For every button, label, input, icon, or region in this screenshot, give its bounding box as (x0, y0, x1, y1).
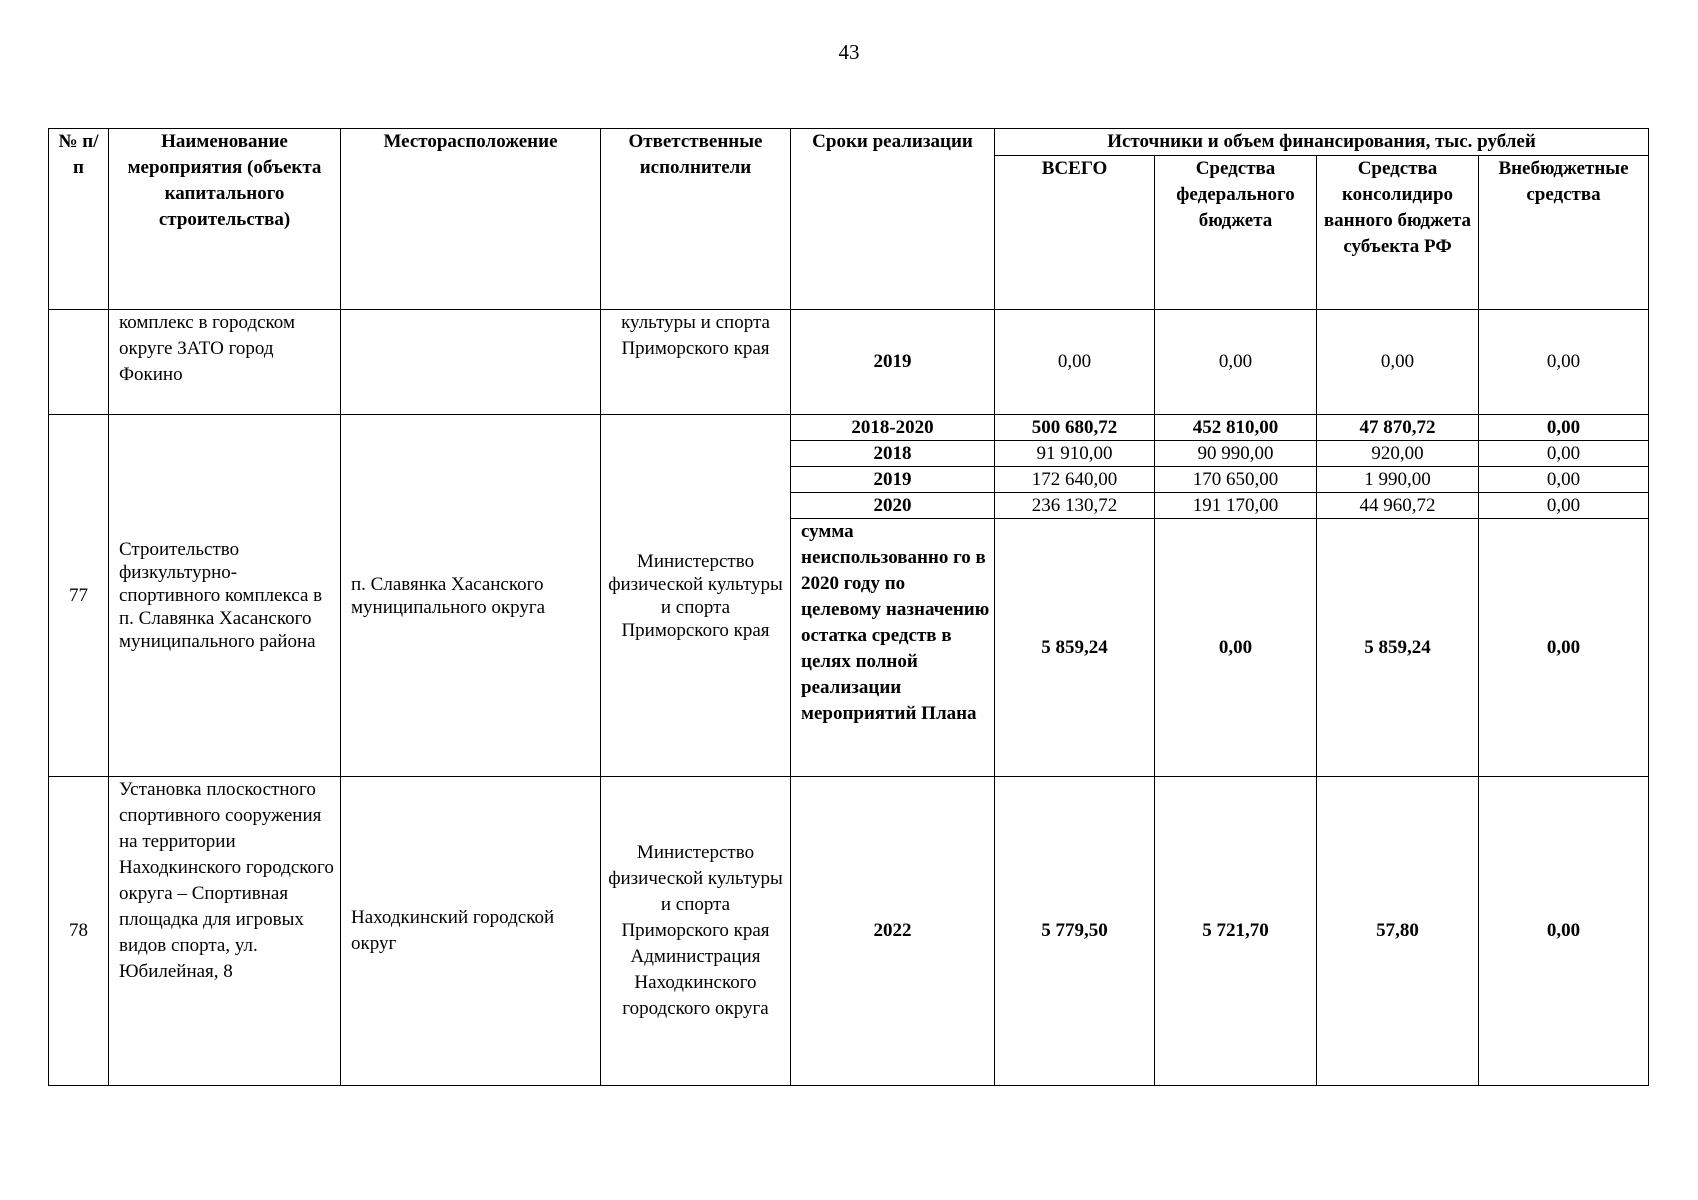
cell-period: 2018 (791, 441, 995, 467)
cell-federal: 191 170,00 (1155, 493, 1317, 519)
header-period: Сроки реализации (791, 129, 995, 310)
cell-offbudget: 0,00 (1479, 519, 1649, 777)
cell-regional: 47 870,72 (1317, 415, 1479, 441)
cell-total: 5 779,50 (995, 777, 1155, 1086)
funding-table (48, 128, 1649, 1086)
cell-regional: 920,00 (1317, 441, 1479, 467)
cell-num: 78 (49, 777, 109, 1086)
cell-period: 2022 (791, 777, 995, 1086)
cell-name: Установка плоскостного спортивного сооружения на территории Находкинского городского округа – Спортивная площадка для игровых видов спорта, ул. Юбилейная, 8 (109, 777, 341, 1086)
header-responsible: Ответственные исполнители (601, 129, 791, 310)
header-total: ВСЕГО (995, 156, 1155, 310)
cell-offbudget: 0,00 (1479, 441, 1649, 467)
cell-federal: 0,00 (1155, 310, 1317, 415)
cell-total: 172 640,00 (995, 467, 1155, 493)
header-regional: Средства консолидиро ванного бюджета субъекта РФ (1317, 156, 1479, 310)
cell-total: 236 130,72 (995, 493, 1155, 519)
cell-period-note: сумма неиспользованно го в 2020 году по целевому назначению остатка средств в целях полной реализации мероприятий Плана (791, 519, 995, 777)
cell-offbudget: 0,00 (1479, 777, 1649, 1086)
cell-total: 5 859,24 (995, 519, 1155, 777)
table-row (49, 415, 1649, 441)
cell-regional: 44 960,72 (1317, 493, 1479, 519)
page-number: 43 (838, 40, 860, 64)
cell-federal: 452 810,00 (1155, 415, 1317, 441)
cell-offbudget: 0,00 (1479, 467, 1649, 493)
cell-regional: 57,80 (1317, 777, 1479, 1086)
header-federal: Средства федерального бюджета (1155, 156, 1317, 310)
cell-regional: 1 990,00 (1317, 467, 1479, 493)
cell-location: Находкинский городской округ (341, 777, 601, 1086)
cell-total: 500 680,72 (995, 415, 1155, 441)
cell-regional: 0,00 (1317, 310, 1479, 415)
header-location: Месторасположение (341, 129, 601, 310)
cell-federal: 0,00 (1155, 519, 1317, 777)
cell-regional: 5 859,24 (1317, 519, 1479, 777)
cell-period: 2019 (791, 467, 995, 493)
cell-responsible: Министерство физической культуры и спорта Приморского края (601, 415, 791, 777)
cell-federal: 170 650,00 (1155, 467, 1317, 493)
cell-location (341, 310, 601, 415)
cell-offbudget: 0,00 (1479, 415, 1649, 441)
header-funding-group: Источники и объем финансирования, тыс. рублей (995, 129, 1649, 156)
cell-federal: 5 721,70 (1155, 777, 1317, 1086)
cell-responsible: Министерство физической культуры и спорта Приморского края Администрация Находкинского городского округа (601, 777, 791, 1086)
cell-period: 2019 (791, 310, 995, 415)
cell-num: 77 (49, 415, 109, 777)
cell-period: 2018-2020 (791, 415, 995, 441)
header-offbudget: Внебюджетные средства (1479, 156, 1649, 310)
cell-period: 2020 (791, 493, 995, 519)
cell-total: 91 910,00 (995, 441, 1155, 467)
cell-total: 0,00 (995, 310, 1155, 415)
cell-federal: 90 990,00 (1155, 441, 1317, 467)
header-row-1 (49, 129, 1649, 156)
cell-offbudget: 0,00 (1479, 310, 1649, 415)
cell-offbudget: 0,00 (1479, 493, 1649, 519)
header-name: Наименование мероприятия (объекта капитального строительства) (109, 129, 341, 310)
header-num: № п/п (49, 129, 109, 310)
cell-name: Строительство физкультурно-спортивного комплекса в п. Славянка Хасанского муниципального района (109, 415, 341, 777)
table-row (49, 310, 1649, 415)
cell-num (49, 310, 109, 415)
cell-name: комплекс в городском округе ЗАТО город Фокино (109, 310, 341, 415)
cell-responsible: культуры и спорта Приморского края (601, 310, 791, 415)
cell-location: п. Славянка Хасанского муниципального округа (341, 415, 601, 777)
table-row (49, 777, 1649, 1086)
